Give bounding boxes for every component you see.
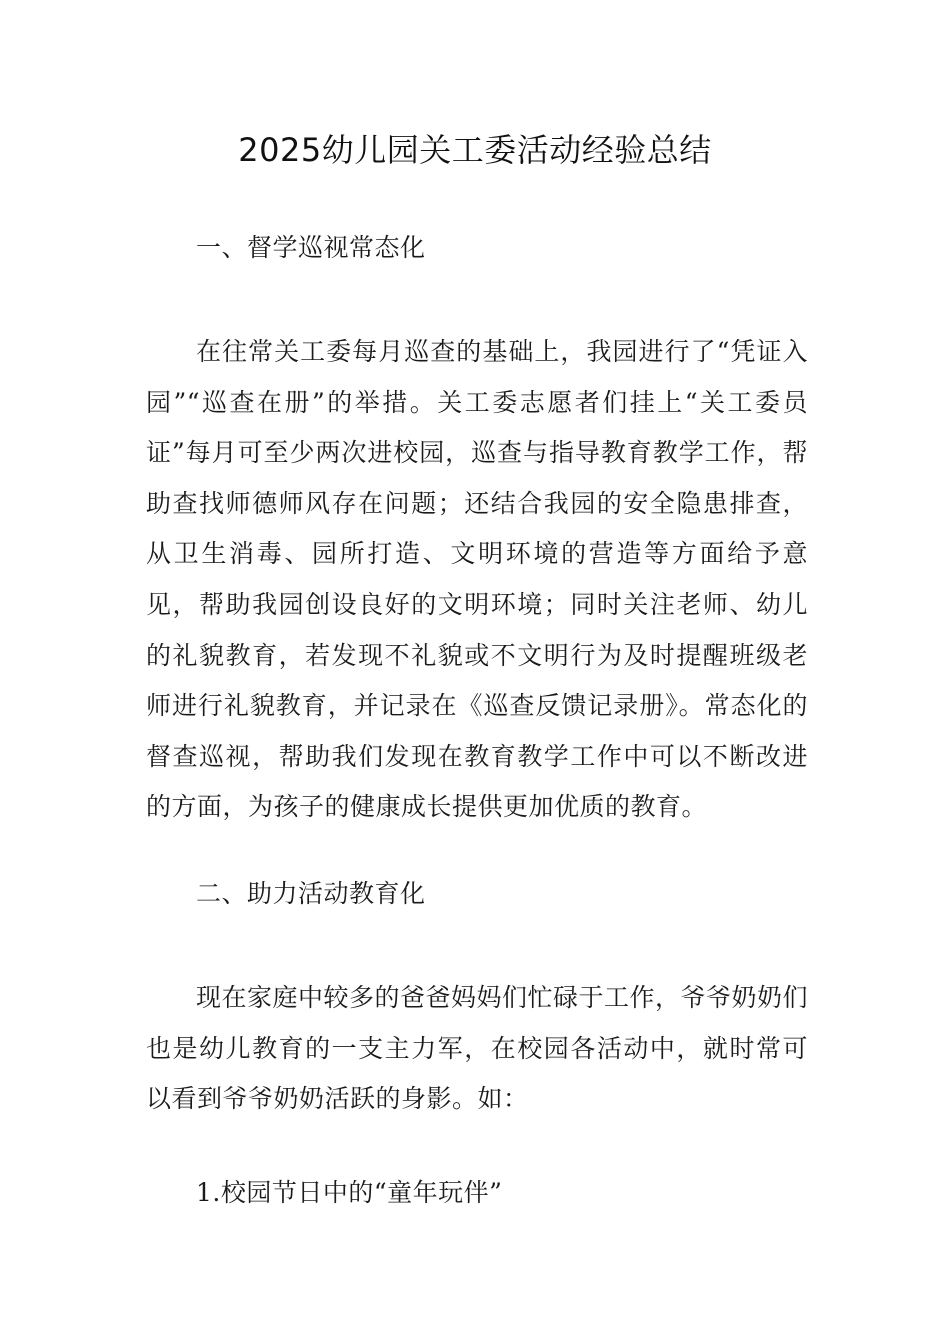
section-heading-1: 一、督学巡视常态化 — [196, 233, 426, 262]
section-heading-3: 1.校园节日中的“童年玩伴” — [196, 1178, 503, 1207]
section-heading-2: 二、助力活动教育化 — [196, 879, 426, 908]
section-paragraph-2: 现在家庭中较多的爸爸妈妈们忙碌于工作，爷爷奶奶们也是幼儿教育的一支主力军，在校园各活动中，就时常可以看到爷爷奶奶活跃的身影。如： — [146, 983, 809, 1114]
document-title: 2025幼儿园关工委活动经验总结 — [238, 131, 712, 169]
section-paragraph-1: 在往常关工委每月巡查的基础上，我园进行了“凭证入园”“巡查在册”的举措。关工委志愿者们挂上“关工委员证”每月可至少两次进校园，巡查与指导教育教学工作，帮助查找师德师风存在问题；还结合我园的安全隐患排查，从卫生消毒、园所打造、文明环境的营造等方面给予意见，帮助我园创设良好的文明环境；同时关注老师、幼儿的礼貌教育，若发现不礼貌或不文明行为及时提醒班级老师进行礼貌教育，并记录在《巡查反馈记录册》。常态化的督查巡视，帮助我们发现在教育教学工作中可以不断改进的方面，为孩子的健康成长提供更加优质的教育。 — [146, 337, 808, 822]
